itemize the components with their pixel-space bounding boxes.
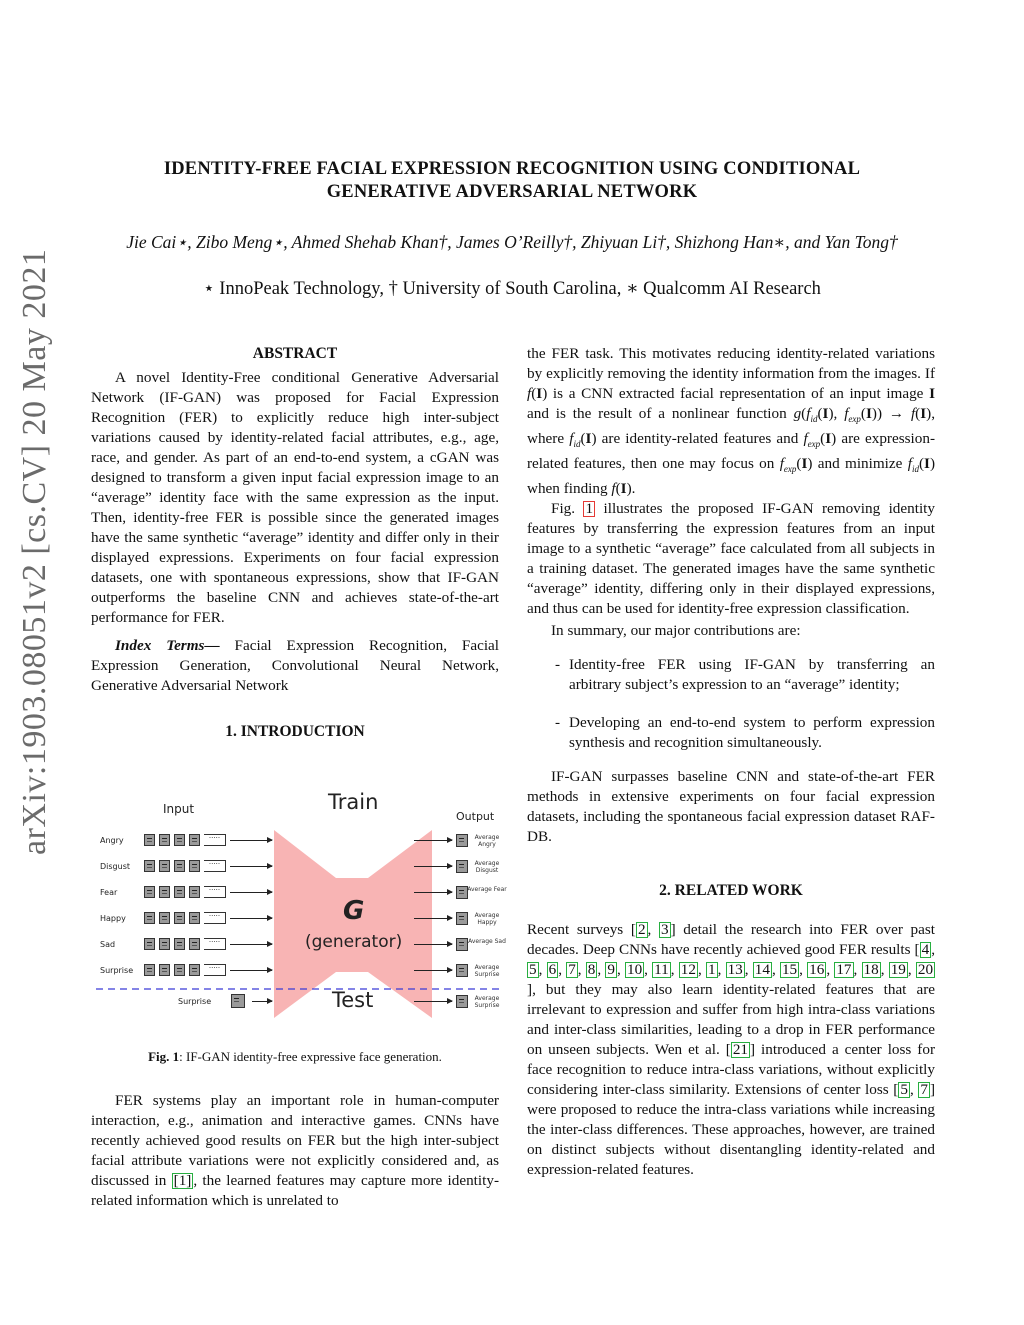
citation-link[interactable]: 5 (900, 1081, 908, 1099)
input-face-image (189, 938, 200, 950)
citation-link[interactable]: [1] (173, 1172, 192, 1189)
figure-1 (96, 786, 507, 1026)
input-face-image (159, 964, 170, 976)
citation-link[interactable]: 21 (732, 1041, 749, 1059)
input-face-image (174, 964, 185, 976)
citation-link[interactable]: 2 (637, 921, 646, 939)
citation-link[interactable]: 13 (727, 961, 743, 979)
citation-link[interactable]: 8 (587, 961, 596, 979)
generator-label: (generator) (305, 932, 403, 952)
input-arrow (230, 918, 272, 919)
input-face-image (144, 860, 155, 872)
input-face-image (174, 834, 185, 846)
abstract-heading: ABSTRACT (252, 345, 338, 362)
output-arrow (414, 866, 452, 867)
test-label: Test (332, 988, 374, 1012)
citation-link[interactable]: 5 (529, 961, 537, 979)
citation-link[interactable]: 10 (626, 961, 643, 979)
output-arrow (414, 970, 452, 971)
abstract-body: A novel Identity-Free conditional Generative Adversarial Network (IF-GAN) was proposed for Facial Expression Recognition (FER) to explicitly reduce high inter-subject variations caused by identity-related facial attributes, e.g., age, race, and gender. As part of an end-to-end system, a cGAN was designed to transform a given input facial expression image to an “average” identity face with the same expression as the input. Then, identity-free FER is possible since the generated images have the same synthetic “average” identity and differ only in their displayed expressions. Experiments on four facial expression datasets, one with spontaneous expressions, show that IF-GAN outperforms the baseline CNN and achieves state-of-the-art performance for FER. (91, 369, 499, 626)
input-arrow (230, 866, 272, 867)
citation-link[interactable]: 12 (680, 961, 696, 979)
average-output-label: Average Angry (474, 834, 500, 848)
output-arrow (414, 944, 452, 945)
citation-link[interactable]: 3 (660, 921, 669, 939)
input-arrow (230, 944, 272, 945)
citation-link[interactable]: 4 (921, 941, 930, 959)
title-line-2: GENERATIVE ADVERSARIAL NETWORK (326, 182, 698, 202)
citation-link[interactable]: 6 (548, 961, 557, 979)
intro-heading: 1. INTRODUCTION (225, 723, 365, 740)
input-face-image (189, 912, 200, 924)
index-terms-text: Facial Expression Recognition, Facial Expression Generation, Convolutional Neural Network, Generative Adversarial Network (91, 637, 500, 694)
input-face-image (159, 912, 170, 924)
average-output-label: Average Fear (467, 886, 507, 893)
right-column (527, 344, 935, 1180)
input-face-image (144, 834, 155, 846)
input-arrow (230, 840, 272, 841)
expression-label: Happy (100, 914, 126, 923)
input-face-image (144, 912, 155, 924)
index-terms-label: Index Terms— (115, 637, 220, 654)
figure-1-caption (91, 1049, 499, 1065)
citation-link[interactable]: 1 (707, 961, 716, 979)
index-terms (91, 636, 499, 696)
test-expression-label: Surprise (178, 997, 212, 1006)
input-face-image (144, 938, 155, 950)
intro-p1-b: , the learned features may capture more identity-related information which is unrelated to (91, 1172, 499, 1209)
test-face-image (231, 994, 245, 1008)
input-arrow (230, 970, 272, 971)
left-column (91, 344, 499, 742)
figure-link[interactable]: 1 (585, 500, 594, 518)
input-arrow (230, 892, 272, 893)
test-output-arrow (414, 1001, 452, 1002)
more-faces-ellipsis: ····· (204, 964, 226, 976)
citation-link[interactable]: 16 (809, 961, 825, 979)
expression-label: Fear (100, 888, 118, 897)
input-face-image (144, 886, 155, 898)
related-work-heading: 2. RELATED WORK (659, 882, 803, 900)
test-input-arrow (252, 1001, 272, 1002)
output-label: Output (456, 810, 495, 823)
contribution-item: - Identity-free FER using IF-GAN by transferring an arbitrary subject’s expression to an “average” identity; (527, 655, 935, 695)
average-output-label: Average Disgust (474, 860, 500, 874)
output-arrow (414, 918, 452, 919)
input-label: Input (163, 802, 195, 816)
intro-p3: Fig. 1 illustrates the proposed IF-GAN removing identity features by transferring the expression features from an input image to a synthetic “average” face calculated from all subjects in a training dataset. The generated images have the same synthetic “average” identity, differing only in their displayed expressions, and thus can be used for identity-free expression classification. (527, 500, 935, 618)
contribution-list (527, 655, 935, 753)
paper-title (100, 158, 924, 204)
input-face-image (159, 886, 170, 898)
more-faces-ellipsis: ····· (204, 886, 226, 898)
intro-paragraph-1 (91, 1091, 499, 1211)
citation-link[interactable]: 9 (607, 961, 615, 979)
citation-link[interactable]: 14 (754, 961, 770, 979)
train-label: Train (328, 790, 379, 814)
expression-label: Sad (100, 940, 116, 949)
expression-label: Disgust (100, 862, 131, 871)
input-face-image (159, 860, 170, 872)
more-faces-ellipsis: ····· (204, 834, 226, 846)
output-arrow (414, 892, 452, 893)
intro-p1-a: FER systems play an important role in human-computer interaction, e.g., animation and interactive games. CNNs have recently achieved good results on FER but the high inter-subject facial attribute variations were not explicitly considered and, as discussed in (91, 1092, 499, 1189)
input-face-image (174, 912, 185, 924)
output-arrow (414, 840, 452, 841)
more-faces-ellipsis: ····· (204, 912, 226, 924)
citation-link[interactable]: 18 (863, 961, 879, 979)
caption-text: : IF-GAN identity-free expressive face generation. (179, 1049, 442, 1064)
average-output-label: Average Sad (468, 938, 506, 945)
related-work-paragraph: Recent surveys [ 2 , 3 ] detail the research into FER over past decades. Deep CNNs have recently achieved good FER results [ 4 , 5 , 6 , 7 , 8 , 9 , 10 , 11 , 12 , 1 , 13 , 14 , 15 , 16 , 17 , 18 , 19 , 20], but they may also learn identity-related features that are irrelevant to expression and suffer from high intra-class variations and inter-class similarities, leading to a drop in FER performance on unseen subjects. Wen et al. [ 21 ] introduced a center loss for face recognition to reduce intra-class variations, without explicitly considering inter-class similarity. Extensions of center loss [ 5 , 7 ] were proposed to reduce the intra-class variations while increasing the inter-class differences. These approaches, however, are trained on distinct subjects without disentangling identity-related and expression-related features. (527, 921, 936, 1179)
affiliations: ⋆ InnoPeak Technology, † University of South Carolina, ∗ Qualcomm AI Research (203, 279, 821, 299)
citation-link[interactable]: 20 (917, 961, 934, 979)
input-face-image (174, 886, 185, 898)
caption-label: Fig. 1 (148, 1049, 180, 1064)
test-average-output-label: Average Surprise (474, 995, 500, 1009)
citation-link[interactable]: 19 (890, 961, 906, 979)
citation-link[interactable]: 17 (836, 961, 852, 979)
citation-link[interactable]: 7 (568, 961, 576, 979)
average-output-label: Average Happy (474, 912, 500, 926)
citation-link[interactable]: 15 (781, 961, 798, 979)
intro-p4: In summary, our major contributions are: (551, 622, 801, 640)
generator-shape (96, 786, 504, 1026)
intro-p2: the FER task. This motivates reducing identity-related variations by explicitly removing the identity information from the images. If f(I) is a CNN extracted facial representation of an input image I and is the result of a nonlinear function $g(f_{id}(I)$, $f_{exp}(I)) \to f(I)$, where $f_{id}(I)$ are identity-related features and $f_{exp}(I)$ are expression-related features, then one may focus on $f_{exp}(I)$ and minimize $f_{id}(I)$ when finding f(I). (527, 345, 936, 498)
input-face-image (159, 938, 170, 950)
arxiv-identifier: arXiv:1903.08051v2 [cs.CV] 20 May 2021 (16, 248, 53, 855)
more-faces-ellipsis: ····· (204, 860, 226, 872)
contribution-item: - Developing an end-to-end system to perform expression synthesis and recognition simultaneously. (527, 713, 935, 753)
input-face-image (174, 938, 185, 950)
citation-link[interactable]: 7 (920, 1081, 928, 1099)
input-face-image (189, 964, 200, 976)
intro-p5: IF-GAN surpasses baseline CNN and state-of-the-art FER methods in extensive experiments on four facial expression datasets, including the spontaneous facial expression dataset RAF-DB. (527, 768, 935, 846)
generator-g-label: G (343, 896, 365, 926)
citation-link[interactable]: 11 (654, 961, 669, 979)
author-list: Jie Cai⋆, Zibo Meng⋆, Ahmed Shehab Khan†, James O’Reilly†, Zhiyuan Li†, Shizhong Han∗, and Yan Tong† (126, 232, 898, 252)
more-faces-ellipsis: ····· (204, 938, 226, 950)
input-face-image (144, 964, 155, 976)
expression-label: Surprise (100, 966, 134, 975)
input-face-image (189, 834, 200, 846)
input-face-image (159, 834, 170, 846)
input-face-image (174, 860, 185, 872)
average-output-label: Average Surprise (474, 964, 500, 978)
input-face-image (189, 860, 200, 872)
input-face-image (189, 886, 200, 898)
expression-label: Angry (100, 836, 124, 845)
title-line-1: IDENTITY-FREE FACIAL EXPRESSION RECOGNITION USING CONDITIONAL (163, 159, 861, 179)
